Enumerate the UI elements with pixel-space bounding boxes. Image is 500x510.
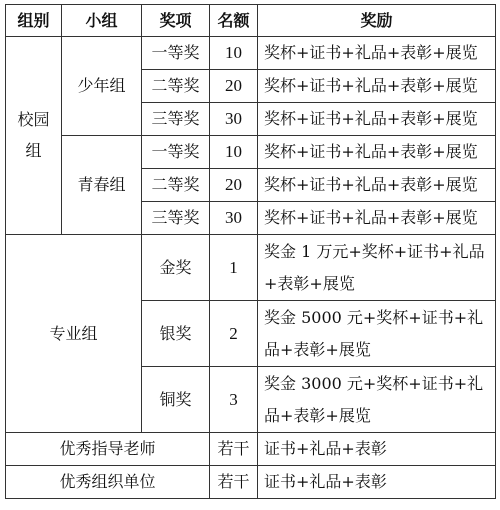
header-subgroup: 小组 xyxy=(62,5,142,37)
award-cell: 一等奖 xyxy=(142,136,210,169)
reward-line: 品+表彰+展览 xyxy=(264,339,371,359)
reward-line: 奖金 5000 元+奖杯+证书+礼 xyxy=(264,308,484,328)
quota-cell: 20 xyxy=(210,169,258,202)
award-cell: 铜奖 xyxy=(142,367,210,433)
header-group-type: 组别 xyxy=(6,5,62,37)
reward-line: 奖金 1 万元+奖杯+证书+礼品 xyxy=(264,242,485,262)
award-cell: 一等奖 xyxy=(142,37,210,70)
reward-cell: 奖杯+证书+礼品+表彰+展览 xyxy=(258,169,496,202)
campus-group-label-line2: 组 xyxy=(25,140,42,160)
quota-cell: 3 xyxy=(210,367,258,433)
award-cell: 三等奖 xyxy=(142,103,210,136)
award-cell: 金奖 xyxy=(142,235,210,301)
reward-cell xyxy=(258,301,496,367)
awards-table xyxy=(5,4,496,499)
reward-cell: 证书+礼品+表彰 xyxy=(258,466,496,499)
quota-cell: 1 xyxy=(210,235,258,301)
award-cell: 银奖 xyxy=(142,301,210,367)
youth-subgroup-label: 青春组 xyxy=(62,136,142,235)
quota-cell: 10 xyxy=(210,136,258,169)
juvenile-subgroup-label: 少年组 xyxy=(62,37,142,136)
header-reward: 奖励 xyxy=(258,5,496,37)
teacher-award-label: 优秀指导老师 xyxy=(6,433,210,466)
reward-cell: 奖杯+证书+礼品+表彰+展览 xyxy=(258,70,496,103)
reward-cell: 证书+礼品+表彰 xyxy=(258,433,496,466)
header-award: 奖项 xyxy=(142,5,210,37)
table-row xyxy=(6,433,496,466)
table-row xyxy=(6,37,496,70)
quota-cell: 若干 xyxy=(210,466,258,499)
award-cell: 二等奖 xyxy=(142,70,210,103)
reward-cell xyxy=(258,367,496,433)
header-row xyxy=(6,5,496,37)
reward-cell: 奖杯+证书+礼品+表彰+展览 xyxy=(258,136,496,169)
unit-award-label: 优秀组织单位 xyxy=(6,466,210,499)
award-cell: 三等奖 xyxy=(142,202,210,235)
reward-line: 奖金 3000 元+奖杯+证书+礼 xyxy=(264,374,484,394)
quota-cell: 10 xyxy=(210,37,258,70)
reward-line: +表彰+展览 xyxy=(264,273,355,293)
quota-cell: 2 xyxy=(210,301,258,367)
reward-cell: 奖杯+证书+礼品+表彰+展览 xyxy=(258,103,496,136)
header-quota: 名额 xyxy=(210,5,258,37)
table-row xyxy=(6,235,496,301)
reward-cell: 奖杯+证书+礼品+表彰+展览 xyxy=(258,37,496,70)
campus-group-cell xyxy=(6,37,62,235)
award-cell: 二等奖 xyxy=(142,169,210,202)
quota-cell: 20 xyxy=(210,70,258,103)
table-row xyxy=(6,466,496,499)
quota-cell: 若干 xyxy=(210,433,258,466)
quota-cell: 30 xyxy=(210,202,258,235)
table-row xyxy=(6,136,496,169)
reward-cell xyxy=(258,235,496,301)
quota-cell: 30 xyxy=(210,103,258,136)
reward-line: 品+表彰+展览 xyxy=(264,405,371,425)
reward-cell: 奖杯+证书+礼品+表彰+展览 xyxy=(258,202,496,235)
campus-group-label-line1: 校园 xyxy=(17,110,50,130)
professional-group-label: 专业组 xyxy=(6,235,142,433)
